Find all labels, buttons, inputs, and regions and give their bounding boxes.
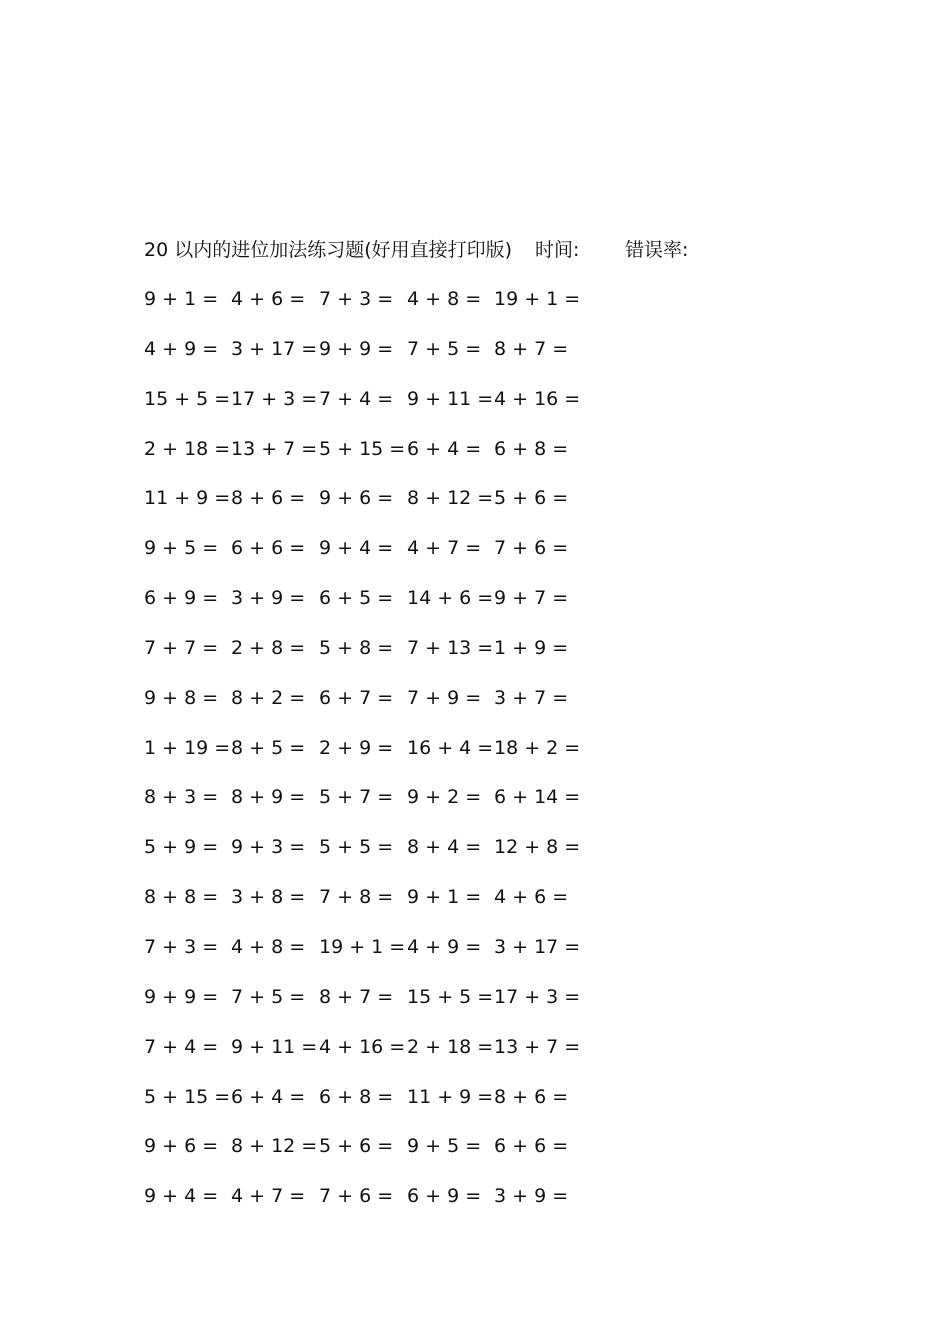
addition-problem: 8 + 4 = [407,836,482,859]
problem-row [0,1084,950,1134]
addition-problem: 8 + 5 = [231,736,306,759]
addition-problem: 7 + 9 = [407,686,482,709]
problem-row [0,386,950,436]
addition-problem: 17 + 3 = [494,985,581,1008]
addition-problem: 9 + 3 = [231,836,306,859]
time-label: 时间: [535,239,580,261]
addition-problem: 6 + 6 = [494,1135,569,1158]
addition-problem: 8 + 7 = [319,985,394,1008]
addition-problem: 4 + 9 = [144,337,219,360]
addition-problem: 5 + 15 = [144,1085,231,1108]
addition-problem: 11 + 9 = [144,487,231,510]
addition-problem: 8 + 12 = [231,1135,318,1158]
addition-problem: 6 + 14 = [494,786,581,809]
problem-row [0,784,950,834]
addition-problem: 7 + 13 = [407,636,494,659]
addition-problem: 5 + 8 = [319,636,394,659]
addition-problem: 4 + 7 = [231,1185,306,1208]
addition-problem: 5 + 15 = [319,437,406,460]
addition-problem: 9 + 5 = [407,1135,482,1158]
addition-problem: 6 + 4 = [231,1085,306,1108]
addition-problem: 5 + 6 = [494,487,569,510]
problem-row [0,1183,950,1233]
addition-problem: 7 + 8 = [319,886,394,909]
addition-problem: 15 + 5 = [144,387,231,410]
worksheet-header [144,236,689,264]
addition-problem: 19 + 1 = [494,288,581,310]
addition-problem: 18 + 2 = [494,736,581,759]
addition-problem: 9 + 11 = [407,387,494,410]
addition-problem: 8 + 9 = [231,786,306,809]
addition-problem: 8 + 12 = [407,487,494,510]
addition-problem: 9 + 6 = [144,1135,219,1158]
addition-problem: 2 + 18 = [407,1035,494,1058]
error-rate-label: 错误率: [625,239,689,261]
addition-problem: 9 + 2 = [407,786,482,809]
addition-problem: 1 + 19 = [144,736,231,759]
addition-problem: 7 + 7 = [144,636,219,659]
addition-problem: 4 + 8 = [407,288,482,310]
addition-problem: 13 + 7 = [494,1035,581,1058]
addition-problem: 3 + 9 = [231,587,306,610]
problem-row [0,485,950,535]
addition-problem: 9 + 4 = [144,1185,219,1208]
addition-problem: 5 + 5 = [319,836,394,859]
addition-problem: 2 + 9 = [319,736,394,759]
addition-problem: 4 + 7 = [407,537,482,560]
addition-problem: 7 + 3 = [144,935,219,958]
addition-problem: 7 + 6 = [319,1185,394,1208]
addition-problem: 4 + 16 = [319,1035,406,1058]
problem-row [0,1133,950,1183]
addition-problem: 9 + 7 = [494,587,569,610]
addition-problem: 3 + 7 = [494,686,569,709]
addition-problem: 3 + 8 = [231,886,306,909]
problem-row [0,984,950,1034]
addition-problem: 8 + 6 = [494,1085,569,1108]
worksheet-title: 20 以内的进位加法练习题(好用直接打印版) [144,239,513,261]
addition-problem: 3 + 9 = [494,1185,569,1208]
addition-problem: 3 + 17 = [231,337,318,360]
addition-problem: 5 + 6 = [319,1135,394,1158]
problem-row [0,1034,950,1084]
problem-row [0,286,950,336]
addition-problem: 7 + 4 = [144,1035,219,1058]
addition-problem: 2 + 18 = [144,437,231,460]
addition-problem: 4 + 6 = [231,288,306,310]
addition-problem: 6 + 5 = [319,587,394,610]
addition-problem: 15 + 5 = [407,985,494,1008]
addition-problem: 9 + 11 = [231,1035,318,1058]
addition-problem: 5 + 7 = [319,786,394,809]
addition-problem: 9 + 6 = [319,487,394,510]
addition-problem: 2 + 8 = [231,636,306,659]
problem-row [0,535,950,585]
addition-problem: 6 + 4 = [407,437,482,460]
problem-row [0,834,950,884]
addition-problem: 7 + 6 = [494,537,569,560]
problem-row [0,635,950,685]
addition-problem: 19 + 1 = [319,935,406,958]
addition-problem: 6 + 9 = [144,587,219,610]
addition-problem: 7 + 5 = [231,985,306,1008]
addition-problem: 6 + 8 = [494,437,569,460]
addition-problem: 5 + 9 = [144,836,219,859]
problem-row [0,735,950,785]
addition-problem: 8 + 3 = [144,786,219,809]
addition-problem: 1 + 9 = [494,636,569,659]
addition-problem: 8 + 2 = [231,686,306,709]
addition-problem: 6 + 9 = [407,1185,482,1208]
addition-problem: 6 + 8 = [319,1085,394,1108]
addition-problem: 4 + 8 = [231,935,306,958]
problem-row [0,436,950,486]
problem-grid [0,286,950,1233]
addition-problem: 9 + 5 = [144,537,219,560]
problem-row [0,336,950,386]
problem-row [0,685,950,735]
problem-row [0,934,950,984]
addition-problem: 7 + 4 = [319,387,394,410]
addition-problem: 6 + 6 = [231,537,306,560]
problem-row [0,585,950,635]
addition-problem: 13 + 7 = [231,437,318,460]
addition-problem: 4 + 6 = [494,886,569,909]
addition-problem: 14 + 6 = [407,587,494,610]
addition-problem: 4 + 16 = [494,387,581,410]
addition-problem: 9 + 1 = [407,886,482,909]
addition-problem: 6 + 7 = [319,686,394,709]
addition-problem: 17 + 3 = [231,387,318,410]
addition-problem: 9 + 9 = [319,337,394,360]
addition-problem: 9 + 1 = [144,288,219,310]
addition-problem: 8 + 8 = [144,886,219,909]
addition-problem: 11 + 9 = [407,1085,494,1108]
addition-problem: 9 + 8 = [144,686,219,709]
addition-problem: 3 + 17 = [494,935,581,958]
addition-problem: 12 + 8 = [494,836,581,859]
addition-problem: 9 + 9 = [144,985,219,1008]
problem-row [0,884,950,934]
addition-problem: 8 + 6 = [231,487,306,510]
addition-problem: 16 + 4 = [407,736,494,759]
addition-problem: 8 + 7 = [494,337,569,360]
addition-problem: 7 + 5 = [407,337,482,360]
addition-problem: 4 + 9 = [407,935,482,958]
addition-problem: 7 + 3 = [319,288,394,310]
addition-problem: 9 + 4 = [319,537,394,560]
